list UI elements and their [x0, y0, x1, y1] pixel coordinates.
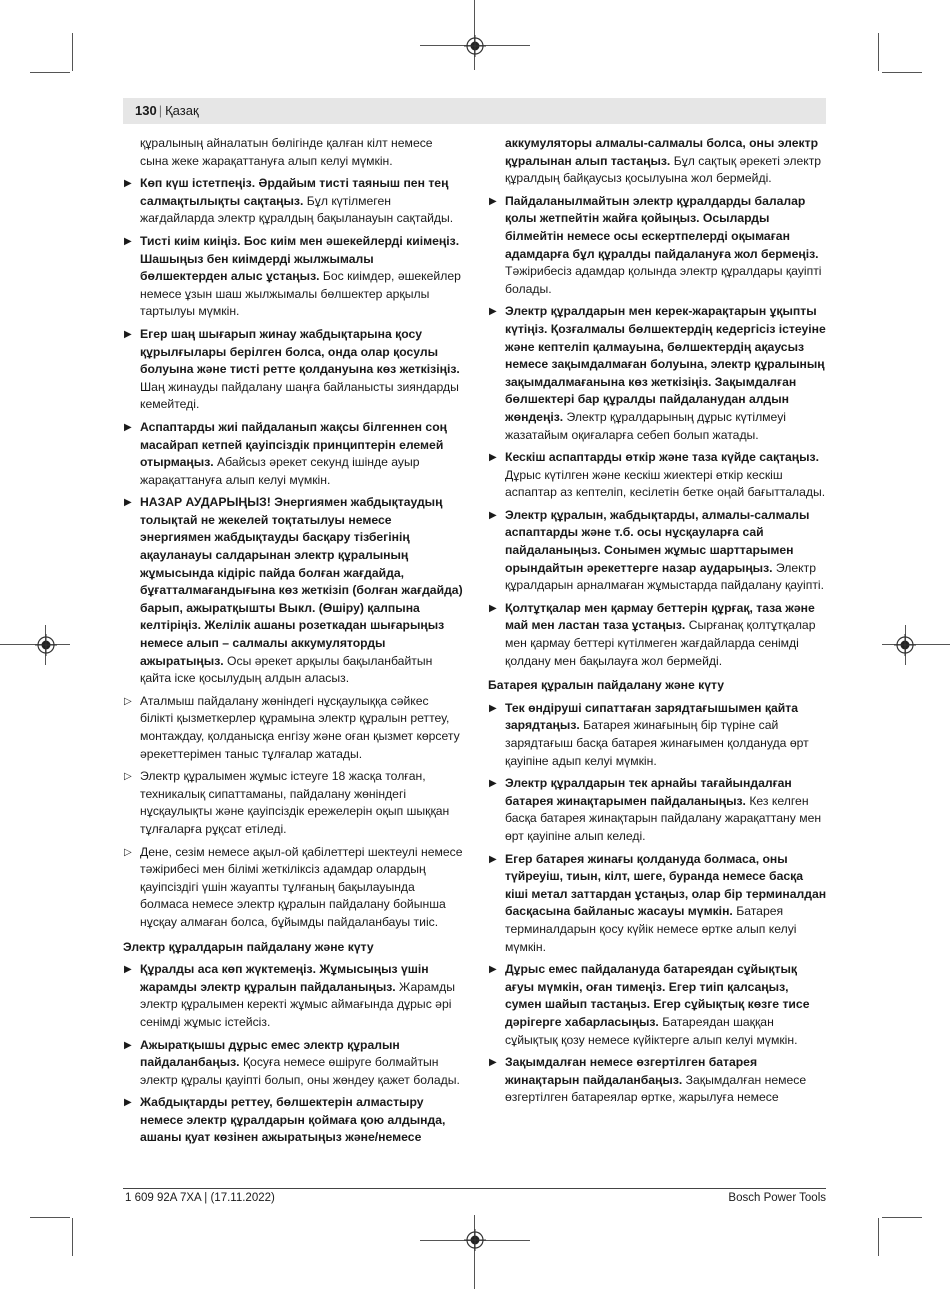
bold-text: Тек өндіруші сипаттаған зарядтағышымен қайта зарядтаңыз. — [505, 700, 799, 733]
body-text: Шаң жинауды пайдалану шаңға байланысты зияндарды кемейтеді. — [140, 379, 459, 412]
bold-text: Зақымдалған немесе өзгертілген батарея жинақтарын пайдаланбаңыз. — [505, 1055, 758, 1087]
body-text: Электр құралдарының дұрыс күтілмеуі жазатайым оқиғаларға себеп болып жатады. — [505, 409, 787, 442]
footer-rule — [123, 1188, 826, 1189]
body-text: Қосуға немесе өшіруге болмайтын электр құралы қауіпті болып, оны жөндеу қажет болады. — [140, 1055, 460, 1087]
crop-mark — [72, 1218, 73, 1256]
bold-text: Электр құралдарын тек арнайы тағайындалған батарея жинақтарымен пайдаланыңыз. — [505, 776, 792, 808]
filled-triangle-bullet-icon: ▶ — [489, 452, 497, 464]
body-text: Батарея жинағының бір түріне сай зарядтағыш басқа батарея жинағымен қолдануда өрт қауіпіне адып келуі мүмкін. — [505, 718, 809, 768]
bullet-item — [488, 303, 828, 444]
bullet-item — [488, 700, 828, 770]
registration-line — [474, 1215, 475, 1289]
section-heading: Батарея құралын пайдалану және күту — [488, 678, 725, 693]
body-text: Осы әрекет арқылы бақыланбайтын қайта іске қосылудың алдын аласыз. — [140, 653, 433, 686]
bold-text: Көп күш істетпеңіз. Әрдайым тисті таяныш пен тең салмақтылықты сақтаңыз. — [140, 176, 449, 208]
bullet-item — [488, 775, 828, 845]
header-separator: | — [158, 103, 163, 118]
filled-triangle-bullet-icon: ▶ — [489, 778, 497, 790]
bold-text: Егер шаң шығарып жинау жабдықтарына қосу құрылғылары берілген болса, онда олар қосулы болуына және тисті ретте қолдануына көз жеткізіңіз. — [140, 326, 460, 377]
body-text: Сырғанақ қолтұтқалар мен қармау беттері күтілмеген жағдайларда сенімді қолдану мен бақылауға жол бермейді. — [505, 618, 816, 668]
crop-mark — [878, 33, 879, 71]
body-text: Бос киімдер, әшекейлер немесе ұзын шаш жылжымалы бөлшектер арқылы тартылуы мүмкін. — [140, 269, 461, 319]
filled-triangle-bullet-icon: ▶ — [489, 602, 497, 614]
crop-mark — [30, 72, 70, 73]
body-text: Дұрыс күтілген және кескіш жиектері өткір кескіш аспаптар аз кептеліп, кесілетін бетке оңай бағытталады. — [505, 467, 826, 500]
bullet-item — [488, 507, 828, 595]
bullet-item — [123, 844, 463, 932]
body-text: Тәжірибесіз адамдар қолында электр құралдары қауіпті болады. — [505, 264, 822, 296]
bullet-item — [123, 326, 463, 414]
bullet-item — [123, 1037, 463, 1090]
body-text: Электр құралдарын арналмаған жұмыстарда пайдалану қауіпті. — [505, 560, 825, 593]
bullet-item — [488, 193, 828, 299]
body-text: Батареядан шаққан сұйықтық қозу немесе күйіктерге алып келуі мүмкін. — [505, 1014, 798, 1047]
crop-mark — [878, 1218, 879, 1256]
filled-triangle-bullet-icon: ▶ — [124, 1039, 132, 1051]
registration-target-icon — [464, 1229, 486, 1251]
filled-triangle-bullet-icon: ▶ — [489, 853, 497, 865]
body-text: Абайсыз әрекет секунд ішінде ауыр жарақаттануға алып келуі мүмкін. — [140, 455, 420, 487]
open-triangle-bullet-icon: ▷ — [124, 771, 132, 783]
body-text: Бұл сақтық әрекеті электр құралдың байқаусыз қосылуына жол бермейді. — [505, 153, 822, 186]
registration-line — [882, 644, 950, 645]
open-triangle-bullet-icon: ▷ — [124, 846, 132, 858]
filled-triangle-bullet-icon: ▶ — [489, 195, 497, 207]
bullet-item — [123, 768, 463, 838]
page-header-bar — [123, 98, 826, 124]
bullet-item — [123, 175, 463, 228]
filled-triangle-bullet-icon: ▶ — [124, 421, 132, 433]
bullet-item — [488, 600, 828, 670]
bullet-item — [123, 1094, 463, 1147]
bold-text: Дұрыс емес пайдалануда батареядан сұйықтық ағуы мүмкін, оған тимеңіз. Егер тиіп қалсаңыз, сумен шайып тастаңыз. Егер сұйықтық көзге тисе дәрігерге хабарласыңыз. — [505, 962, 810, 1029]
bold-text: Жабдықтарды реттеу, бөлшектерін алмастыру немесе электр құралдарын қоймаға қою алдында, ашаны қуат көзінен ажыратыңыз және/немесе — [140, 1095, 446, 1145]
bullet-item — [488, 851, 828, 957]
bullet-item — [488, 961, 828, 1049]
body-text: Батарея терминалдарын қосу күйік немесе өртке алып келуі мүмкін. — [505, 904, 797, 954]
filled-triangle-bullet-icon: ▶ — [124, 497, 132, 509]
filled-triangle-bullet-icon: ▶ — [489, 509, 497, 521]
body-text: Аталмыш пайдалану жөніндегі нұсқаулыққа сәйкес білікті қызметкерлер құрамына электр құралын реттеу, монтаждау, қолданысқа енгізу және оған қызмет көрсету әрекеттерімен таныс тұлғалар жатады. — [140, 693, 460, 761]
filled-triangle-bullet-icon: ▶ — [124, 328, 132, 340]
body-text: Зақымдалған немесе өзгертілген батареялар өртке, жарылуға немесе — [505, 1072, 807, 1105]
crop-mark — [882, 72, 922, 73]
crop-mark — [882, 1217, 922, 1218]
bold-text: Құралды аса көп жүктемеңіз. Жұмысыңыз үшін жарамды электр құралын пайдаланыңыз. — [140, 962, 429, 994]
filled-triangle-bullet-icon: ▶ — [489, 1057, 497, 1069]
registration-target-icon — [464, 35, 486, 57]
bullet-item — [123, 233, 463, 321]
filled-triangle-bullet-icon: ▶ — [124, 964, 132, 976]
bold-text: Электр құралын, жабдықтарды, алмалы-салмалы аспаптарды және т.б. осы нұсқауларға сай пайдаланыңыз. Сонымен жұмыс шарттарымен орындайтын әрекеттерге назар аударыңыз. — [505, 507, 810, 575]
bold-text: Кескіш аспаптарды өткір және таза күйде сақтаңыз. — [505, 450, 820, 465]
bold-text: Қолтұтқалар мен қармау беттерін құрғақ, таза және май мен ластан таза ұстаңыз. — [505, 600, 815, 633]
filled-triangle-bullet-icon: ▶ — [124, 235, 132, 247]
continued-paragraph — [123, 135, 463, 170]
open-triangle-bullet-icon: ▷ — [124, 695, 132, 707]
crop-mark — [30, 1217, 70, 1218]
filled-triangle-bullet-icon: ▶ — [124, 178, 132, 190]
bullet-item — [123, 961, 463, 1031]
header-language: Қазақ — [165, 103, 199, 118]
bullet-item — [123, 419, 463, 489]
body-text: Дене, сезім немесе ақыл-ой қабілеттері шектеулі немесе тәжірибесі мен білімі жеткіліксіз адамдар олардың қауіпсіздігі үшін жауапты тұлғаның бақылауында болмаса немесе электр құралын пайдалану бойынша нұсқау алмаған болса, бұйымды пайдаланбауы тиіс. — [140, 844, 463, 929]
bold-text: Аспаптарды жиі пайдаланып жақсы білгеннен соң масайрап кетпей қауіпсіздік принциптерін елемей отырмаңыз. — [140, 419, 448, 470]
bold-text: Ажыратқышы дұрыс емес электр құралын пайдаланбаңыз. — [140, 1037, 400, 1070]
body-text: құралының айналатын бөлігінде қалған кілт немесе сына жеке жарақаттануға алып келуі мүмкін. — [140, 136, 433, 168]
section-heading: Электр құралдарын пайдалану және күту — [123, 939, 374, 954]
body-text: Электр құралымен жұмыс істеуге 18 жасқа толған, техникалық сипаттаманы, пайдалану жөніндегі нұсқаулықты және қауіпсіздік ережелерін оқып шыққан тұлғаларға рұқсат етіледі. — [140, 769, 450, 836]
filled-triangle-bullet-icon: ▶ — [489, 702, 497, 714]
footer-doc-code: 1 609 92A 7XA | (17.11.2022) — [125, 1192, 275, 1204]
page-number: 130 — [135, 103, 157, 118]
bullet-item — [488, 449, 828, 502]
left-column — [123, 135, 463, 1152]
crop-mark — [72, 33, 73, 71]
page-header — [135, 103, 199, 119]
bullet-item — [488, 1054, 828, 1107]
body-text: Кез келген басқа батарея жинақтарын пайдалану жарақаттану мен өрт қауіпіне алып келеді. — [505, 793, 822, 843]
bold-text: аккумуляторы алмалы-салмалы болса, оны электр құралынан алып тастаңыз. — [505, 136, 819, 168]
bold-text: Пайдаланылмайтын электр құралдарды балалар қолы жетпейтін жайға қойыңыз. Осыларды білмейтін немесе осы ескертпелерді оқымаған адамдарға бұл құралды пайдалануға жол бермеңіз. — [505, 193, 819, 261]
bold-text: Тисті киім киіңіз. Бос киім мен әшекейлерді киімеңіз. Шашыңыз бен киімдерді жылжымалы бөлшектерден алыс ұстаңыз. — [140, 233, 460, 284]
bullet-item — [123, 494, 463, 688]
registration-target-icon — [35, 634, 57, 656]
body-text: Жарамды электр құралымен керекті жұмыс аймағында дұрыс әрі сенімді жұмыс істейсіз. — [140, 979, 456, 1029]
filled-triangle-bullet-icon: ▶ — [124, 1097, 132, 1109]
bold-text: Электр құралдарын мен керек-жарақтарын ұқыпты күтіңіз. Қозғалмалы бөлшектердің кедергісіз істеуіне және кептеліп қалмауына, бөлшектердің ақаусыз немесе зақымдалмаған болуына, электр құралының зақымдалмағанына көз жеткізіңіз. Зақымдалған бөлшектері бар құралды пайдаланудан алдын жөндеңіз. — [505, 304, 826, 424]
bold-text: Егер батарея жинағы қолдануда болмаса, оны түйреуіш, тиын, кілт, шеге, буранда немесе басқа кіші метал заттардан ұстаңыз, олар бір терминалдан басқасына байланыс жасауы мүмкін. — [505, 851, 827, 919]
filled-triangle-bullet-icon: ▶ — [489, 964, 497, 976]
registration-target-icon — [894, 634, 916, 656]
footer-brand: Bosch Power Tools — [728, 1192, 826, 1204]
body-text: Бұл күтілмеген жағдайларда электр құралдың бақыланауын сақтайды. — [140, 193, 454, 226]
bullet-item — [123, 693, 463, 763]
bold-text: НАЗАР АУДАРЫҢЫЗ! Энергиямен жабдықтаудың толықтай не жекелей тоқтатылуы немесе энергиямен жабдықтауды басқару тізбегінің ақауланауы салдарынан электр құралының жұмысында кідіріс пайда болған жағдайда, бұғатталмағандығына көз жеткізіп (болған жағдайда) барып, ажыратқышты Выкл. (Өшіру) қалпына келтіріңіз. Желілік ашаны розеткадан шығарыңыз немесе алып – салмалы аккумуляторды ажыратыңыз. — [140, 495, 463, 668]
continued-paragraph — [488, 135, 828, 188]
right-column — [488, 135, 828, 1112]
filled-triangle-bullet-icon: ▶ — [489, 306, 497, 318]
